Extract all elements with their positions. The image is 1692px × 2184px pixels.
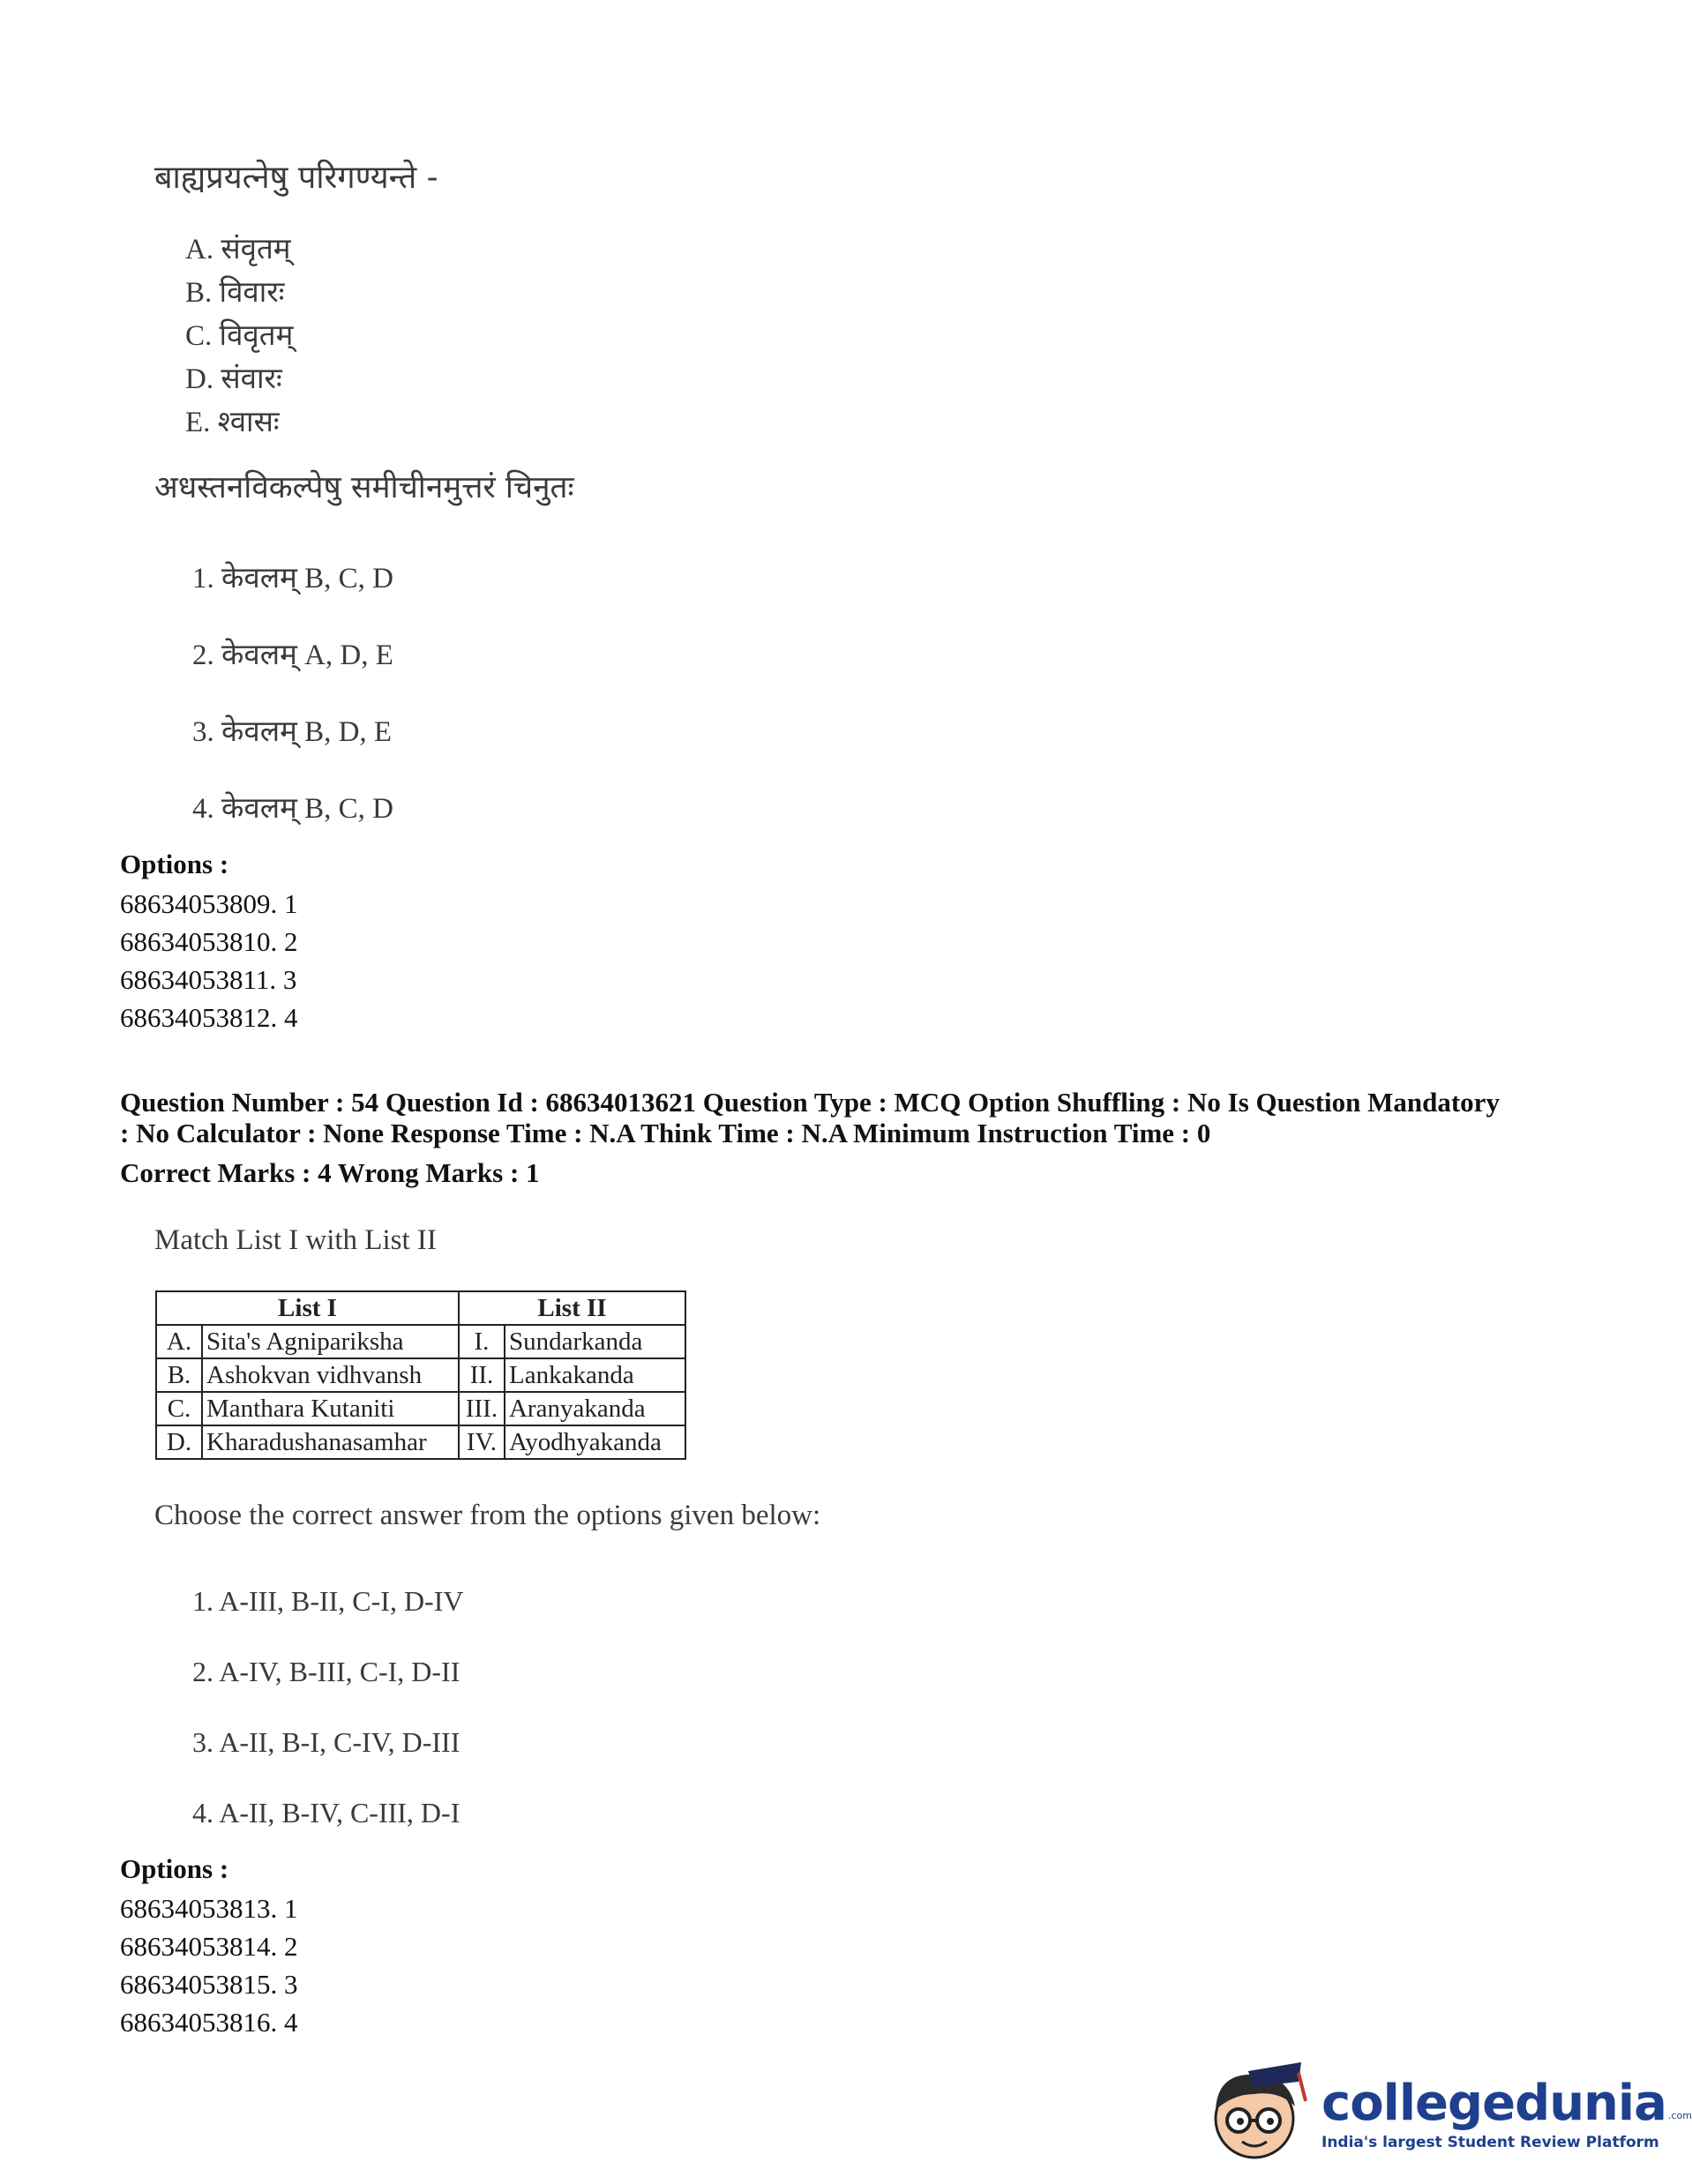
q54-meta-line2: : No Calculator : None Response Time : N.A Think Time : N.A Minimum Instruction Time : 0 <box>120 1118 1211 1148</box>
item-key: B. <box>185 277 213 309</box>
list1-key: C. <box>156 1392 202 1425</box>
q53-choice <box>192 540 393 617</box>
choice-val: B, C, D <box>304 793 393 825</box>
list2-key: I. <box>459 1325 505 1358</box>
item-text: संवारः <box>221 361 282 395</box>
q54-choice: 4. A-II, B-IV, C-III, D-I <box>192 1797 460 1829</box>
list1-value: Ashokvan vidhvansh <box>202 1358 459 1392</box>
list1-value: Manthara Kutaniti <box>202 1392 459 1425</box>
choice-word: केवलम् <box>221 714 297 748</box>
q53-choice <box>192 770 393 847</box>
q53-item <box>185 400 293 444</box>
brand-name: collegedunia <box>1321 2074 1666 2132</box>
q54-choice: 1. A-III, B-II, C-I, D-IV <box>192 1585 464 1617</box>
list2-key: II. <box>459 1358 505 1392</box>
q53-choices <box>192 540 393 847</box>
q53-item <box>185 357 293 400</box>
list2-value: Lankakanda <box>505 1358 685 1392</box>
table-row <box>156 1325 685 1358</box>
q53-options-label: Options : <box>120 849 229 879</box>
q54-stem: Match List I with List II <box>154 1224 437 1256</box>
mascot-icon <box>1200 2055 1314 2170</box>
q53-choice <box>192 693 393 770</box>
q53-item <box>185 271 293 314</box>
q54-choice: 3. A-II, B-I, C-IV, D-III <box>192 1726 460 1758</box>
q53-stem: बाह्यप्रयत्नेषु परिगण्यन्ते - <box>154 160 438 196</box>
brand-suffix: .com <box>1667 2109 1692 2121</box>
q54-options-label: Options : <box>120 1853 229 1884</box>
list1-value: Kharadushanasamhar <box>202 1425 459 1459</box>
choice-word: केवलम् <box>221 790 297 825</box>
item-text: संवृतम् <box>221 231 291 266</box>
option-row: 68634053813. 1 <box>120 1893 298 1924</box>
list1-key: D. <box>156 1425 202 1459</box>
option-row: 68634053811. 3 <box>120 964 297 995</box>
option-row: 68634053810. 2 <box>120 926 298 957</box>
table-row <box>156 1358 685 1392</box>
brand-tagline: India's largest Student Review Platform <box>1321 2133 1659 2151</box>
q54-options <box>120 1889 298 2041</box>
brand-text <box>1321 2075 1692 2151</box>
q53-prompt: अधस्तनविकल्पेषु समीचीनमुत्तरं चिनुतः <box>154 470 574 505</box>
choice-word: केवलम् <box>221 637 297 671</box>
item-text: श्वासः <box>217 404 280 438</box>
list1-key: B. <box>156 1358 202 1392</box>
list2-value: Ayodhyakanda <box>505 1425 685 1459</box>
list2-header: List II <box>459 1291 685 1325</box>
choice-val: B, C, D <box>304 563 393 595</box>
choice-num: 2. <box>192 639 214 671</box>
option-row: 68634053812. 4 <box>120 1002 298 1033</box>
q54-marks: Correct Marks : 4 Wrong Marks : 1 <box>120 1157 540 1188</box>
table-row <box>156 1425 685 1459</box>
choice-val: B, D, E <box>304 716 393 748</box>
choice-num: 4. <box>192 793 214 825</box>
option-row: 68634053809. 1 <box>120 888 298 919</box>
q53-choice <box>192 617 393 693</box>
item-key: A. <box>185 234 214 266</box>
item-key: C. <box>185 320 213 352</box>
list2-value: Aranyakanda <box>505 1392 685 1425</box>
item-key: E. <box>185 407 211 438</box>
table-header-row <box>156 1291 685 1325</box>
match-table <box>155 1290 686 1460</box>
table-row <box>156 1392 685 1425</box>
choice-num: 1. <box>192 563 214 595</box>
q53-options <box>120 885 298 1036</box>
item-text: विवारः <box>219 274 285 309</box>
item-key: D. <box>185 363 214 395</box>
collegedunia-logo <box>1200 2055 1692 2170</box>
list2-key: III. <box>459 1392 505 1425</box>
list1-header: List I <box>156 1291 459 1325</box>
option-row: 68634053816. 4 <box>120 2007 298 2038</box>
option-row: 68634053814. 2 <box>120 1931 298 1962</box>
choice-word: केवलम् <box>221 560 297 595</box>
list1-value: Sita's Agnipariksha <box>202 1325 459 1358</box>
q54-choices <box>192 1566 463 1848</box>
choice-val: A, D, E <box>304 639 393 671</box>
q54-choice: 2. A-IV, B-III, C-I, D-II <box>192 1656 460 1687</box>
list1-key: A. <box>156 1325 202 1358</box>
q53-item <box>185 314 293 357</box>
q54-meta <box>120 1087 1531 1148</box>
q54-meta-line1: Question Number : 54 Question Id : 68634013621 Question Type : MCQ Option Shuffling : No Is Question Mandatory <box>120 1087 1500 1118</box>
choice-num: 3. <box>192 716 214 748</box>
q53-item <box>185 228 293 271</box>
list2-value: Sundarkanda <box>505 1325 685 1358</box>
q53-items <box>185 228 293 444</box>
list2-key: IV. <box>459 1425 505 1459</box>
item-text: विवृतम् <box>219 318 294 352</box>
option-row: 68634053815. 3 <box>120 1969 298 2000</box>
q54-prompt: Choose the correct answer from the options given below: <box>154 1500 821 1531</box>
